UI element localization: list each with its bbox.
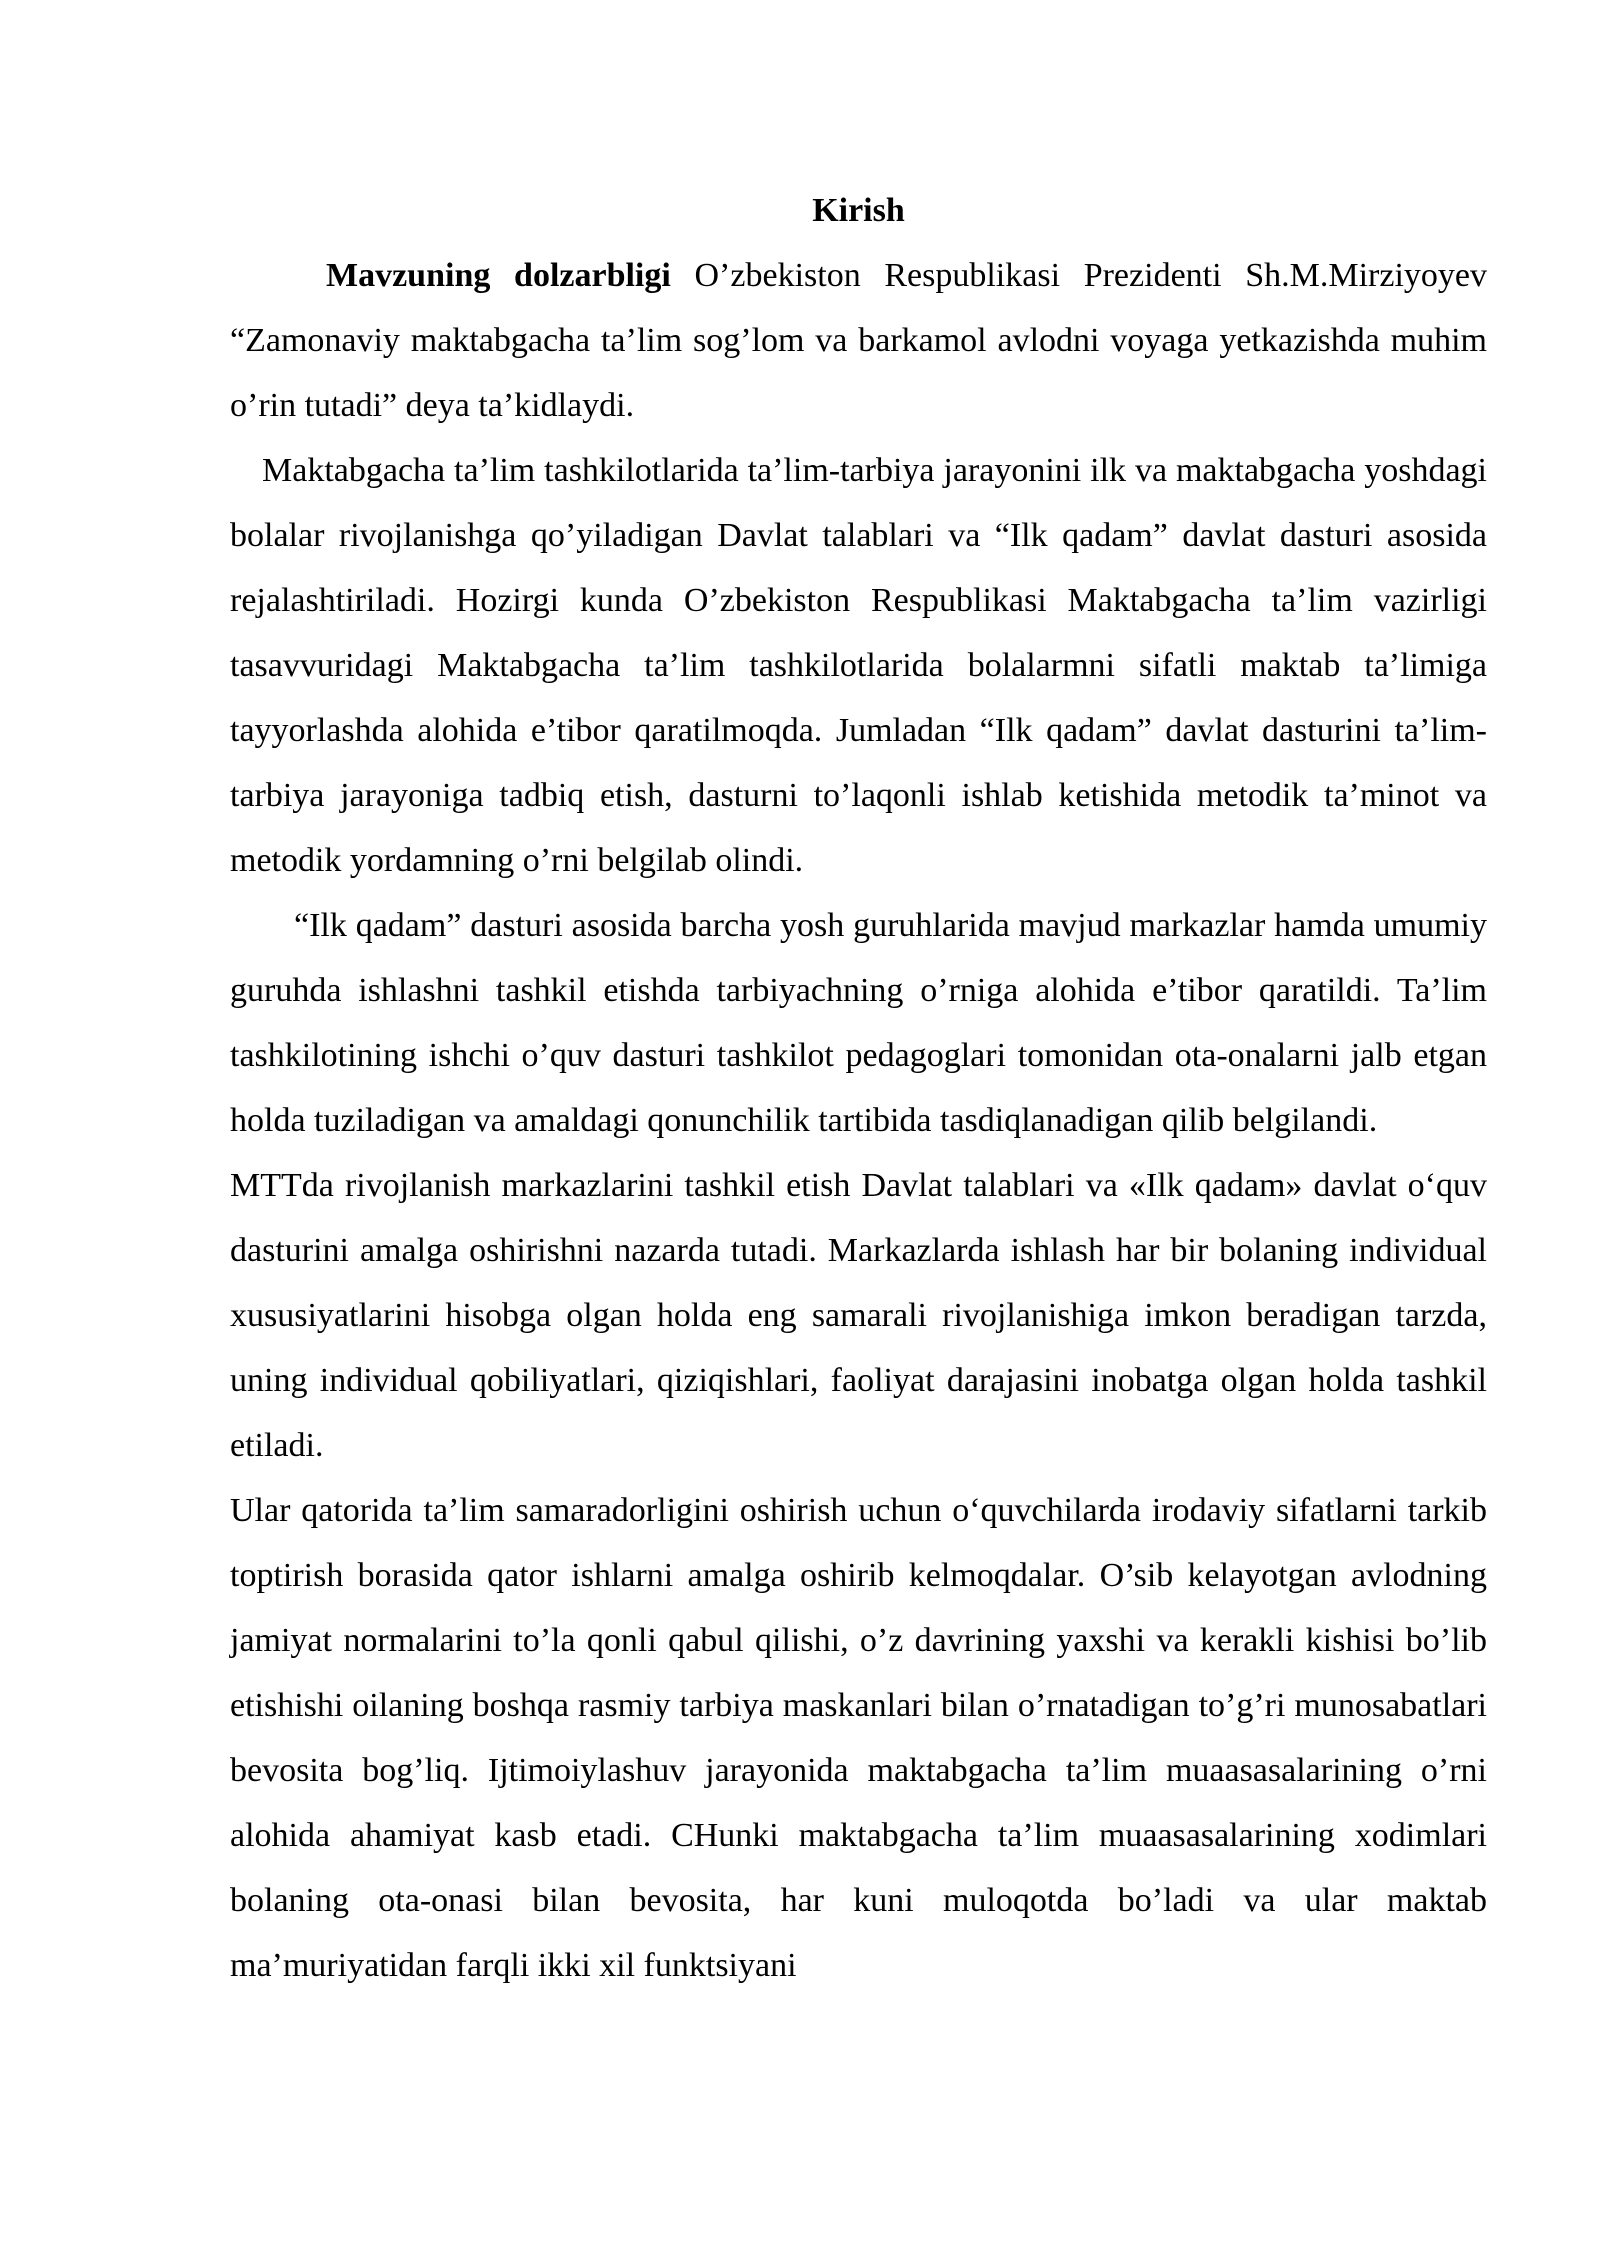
paragraph-relevance — [230, 243, 1487, 438]
document-title: Kirish — [812, 192, 905, 229]
paragraph-4: MTTda rivojlanish markazlarini tashkil etish Davlat talablari va «Ilk qadam» davlat o‘quv dasturini amalga oshirishni nazarda tutadi. Markazlarda ishlash har bir bolaning individual xususiyatlarini hisobga olgan holda eng samarali rivojlanishiga imkon beradigan tarzda, uning individual qobiliyatlari, qiziqishlari, faoliyat darajasini inobatga olgan holda tashkil etiladi. — [230, 1167, 1487, 1464]
paragraph-lead: Mavzuning dolzarbligi — [326, 257, 671, 294]
paragraph-3: “Ilk qadam” dasturi asosida barcha yosh guruhlarida mavjud markazlar hamda umumiy guruhda ishlashni tashkil etishda tarbiyachning o’rniga alohida e’tibor qaratildi. Ta’lim tashkilotining ishchi o’quv dasturi tashkilot pedagoglari tomonidan ota-onalarni jalb etgan holda tuziladigan va amaldagi qonunchilik tartibida tasdiqlanadigan qilib belgilandi. — [230, 907, 1487, 1139]
document-body — [230, 178, 1487, 1998]
paragraph-2: Maktabgacha ta’lim tashkilotlarida ta’lim-tarbiya jarayonini ilk va maktabgacha yoshdagi bolalar rivojlanishga qo’yiladigan Davlat talablari va “Ilk qadam” davlat dasturi asosida rejalashtiriladi. Hozirgi kunda O’zbekiston Respublikasi Maktabgacha ta’lim vazirligi tasavvuridagi Maktabgacha ta’lim tashkilotlarida bolalarmni sifatli maktab ta’limiga tayyorlashda alohida e’tibor qaratilmoqda. Jumladan “Ilk qadam” davlat dasturini ta’lim-tarbiya jarayoniga tadbiq etish, dasturni to’laqonli ishlab ketishida metodik ta’minot va metodik yordamning o’rni belgilab olindi. — [230, 452, 1487, 879]
paragraph-5: Ular qatorida ta’lim samaradorligini oshirish uchun o‘quvchilarda irodaviy sifatlarni tarkib toptirish borasida qator ishlarni amalga oshirib kelmoqdalar. O’sib kelayotgan avlodning jamiyat normalarini to’la qonli qabul qilishi, o’z davrining yaxshi va kerakli kishisi bo’lib etishishi oilaning boshqa rasmiy tarbiya maskanlari bilan o’rnatadigan to’g’ri munosabatlari bevosita bog’liq. Ijtimoiylashuv jarayonida maktabgacha ta’lim muaasasalarining o’rni alohida ahamiyat kasb etadi. CHunki maktabgacha ta’lim muaasasalarining xodimlari bolaning ota-onasi bilan bevosita, har kuni muloqotda bo’ladi va ular maktab ma’muriyatidan farqli ikki xil funktsiyani — [230, 1492, 1487, 1984]
paragraph-text: O’zbekiston Respublikasi Prezidenti Sh.M.Mirziyoyev “Zamonaviy maktabgacha ta’lim sog’lom va barkamol avlodni voyaga yetkazishda muhim o’rin tutadi” deya ta’kidlaydi. — [230, 257, 1487, 424]
